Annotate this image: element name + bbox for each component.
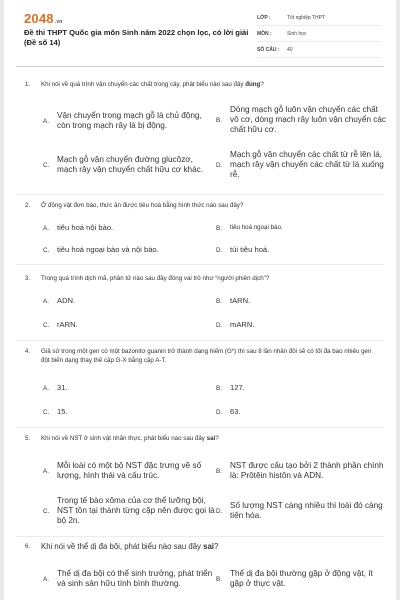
option-text: Vận chuyển trong mạch gỗ là chủ động, còn trong mạch rây là bị động. <box>57 111 202 130</box>
option-letter: B. <box>216 224 222 232</box>
meta-row-subject <box>257 26 381 42</box>
option-text: 63. <box>230 407 241 417</box>
option-text: Dòng mạch gỗ luôn vận chuyển các chất vô cơ, dòng mạch rây luôn vận chuyển các chất hữu cơ. <box>230 105 387 134</box>
option-letter: A. <box>43 467 49 475</box>
option-letter: B. <box>216 575 222 583</box>
option-a[interactable] <box>43 455 215 487</box>
option-letter: A. <box>43 117 49 125</box>
option-letter: D. <box>216 321 223 329</box>
meta-value: Sinh học <box>287 30 307 37</box>
option-c[interactable] <box>43 244 215 256</box>
option-letter: C. <box>43 321 50 329</box>
meta-label: LỚP : <box>257 14 271 21</box>
meta-label: MÔN : <box>257 30 272 37</box>
option-d[interactable] <box>216 496 386 526</box>
worksheet-page <box>4 0 396 600</box>
option-c[interactable] <box>43 406 215 418</box>
question-number: 5. <box>25 436 31 442</box>
option-b[interactable] <box>216 455 386 487</box>
option-text: ADN. <box>57 296 76 306</box>
option-b[interactable] <box>216 382 386 394</box>
option-text: Thể dị đa bội thường gặp ở động vật, ít gặp ở thực vật. <box>230 569 373 588</box>
question-number: 3. <box>25 276 31 282</box>
option-b[interactable] <box>216 295 386 307</box>
question-text: Khi nói về quá trình vận chuyển các chất trong cây, phát biểu nào sau đây đúng? <box>41 81 264 88</box>
option-text: Số lượng NST càng nhiều thì loài đó càng tiến hóa. <box>230 501 383 520</box>
option-text: tiêu hoá ngoại bào và nội bào. <box>57 245 159 255</box>
option-letter: B. <box>216 116 222 124</box>
meta-row-class <box>257 10 381 26</box>
option-text: tiêu hoá ngoại bào. <box>230 224 283 231</box>
option-b[interactable] <box>216 222 386 234</box>
option-letter: A. <box>43 575 49 583</box>
option-text: tiêu hoá nội bào. <box>57 223 114 233</box>
question-text: Trong quá trình dịch mã, phân tử nào sau đây đóng vai trò như “người phiên dịch”? <box>41 275 270 282</box>
option-letter: B. <box>216 384 222 392</box>
option-text: Mỗi loài có một bộ NST đặc trưng về số lượng, hình thái và cấu trúc. <box>57 461 202 480</box>
question-text: Khi nói về NST ở sinh vật nhân thực, phát biểu nào sau đây sai? <box>41 435 219 442</box>
option-letter: D. <box>216 408 223 416</box>
option-text: 31. <box>57 383 68 393</box>
option-d[interactable] <box>216 319 386 331</box>
option-letter: B. <box>216 467 222 475</box>
question-number: 1. <box>25 82 31 88</box>
option-a[interactable] <box>43 382 215 394</box>
option-c[interactable] <box>43 145 215 185</box>
meta-value: Tốt nghiệp THPT <box>287 14 325 21</box>
option-text: Mạch gỗ vận chuyển các chất từ rễ lên lá, mạch rây vận chuyển các chất từ lá xuống rễ. <box>230 150 384 179</box>
option-b[interactable] <box>216 565 386 593</box>
option-letter: C. <box>43 507 50 515</box>
meta-table <box>257 10 381 58</box>
question-number: 4. <box>25 349 31 355</box>
worksheet-header <box>4 0 396 62</box>
meta-row-count <box>257 42 381 58</box>
option-a[interactable] <box>43 222 215 234</box>
option-letter: C. <box>43 246 50 254</box>
option-text: rARN. <box>57 320 78 330</box>
option-letter: A. <box>43 297 49 305</box>
option-text: Trong tế bào xôma của cơ thể lưỡng bội, NST tồn tại thành từng cặp nên được gọi là bộ 2n. <box>57 496 215 525</box>
question-divider <box>16 264 384 265</box>
option-letter: D. <box>216 246 223 254</box>
option-a[interactable] <box>43 562 215 596</box>
option-a[interactable] <box>43 295 215 307</box>
option-letter: A. <box>43 224 49 232</box>
option-text: mARN. <box>230 320 255 330</box>
question-divider <box>16 427 384 428</box>
option-letter: D. <box>216 507 223 515</box>
page-title: Đề thi THPT Quốc gia môn Sinh năm 2022 chọn lọc, có lời giải (Đề số 14) <box>24 28 249 47</box>
option-text: tARN. <box>230 296 251 306</box>
question-divider <box>16 536 384 537</box>
option-letter: A. <box>43 384 49 392</box>
option-letter: B. <box>216 297 222 305</box>
question-number: 6. <box>25 544 31 550</box>
option-text: NST được cấu tạo bởi 2 thành phần chính là: Prôtêin histôn và ADN. <box>230 461 384 480</box>
option-text: Thể dị đa bội có thể sinh trưởng, phát triển và sinh sản hữu tính bình thường. <box>57 569 213 588</box>
option-d[interactable] <box>216 145 386 185</box>
option-letter: C. <box>43 161 50 169</box>
option-d[interactable] <box>216 244 386 256</box>
header-divider <box>16 66 384 67</box>
question-divider <box>16 340 384 341</box>
option-text: túi tiêu hoá. <box>230 245 270 255</box>
meta-value: 40 <box>287 46 293 53</box>
option-letter: D. <box>216 161 223 169</box>
option-text: 15. <box>57 407 68 417</box>
meta-label: SỐ CÂU : <box>257 46 280 53</box>
question-divider <box>16 194 384 195</box>
option-c[interactable] <box>43 319 215 331</box>
question-number: 2. <box>25 203 31 209</box>
option-d[interactable] <box>216 406 386 418</box>
option-text: Mạch gỗ vận chuyển đường glucôzơ, mạch rây vận chuyển chất hữu cơ khác. <box>57 155 204 174</box>
option-text: 127. <box>230 383 245 393</box>
question-text: Giả sử trong một gen có một bazonitơ guanin trở thành dạng hiếm (G*) thì sau 8 lần nhân đôi sẽ có tối đa bao nhiêu gen đột biến dạng thay thế cặp G-X bằng cặp A-T. <box>41 348 372 364</box>
question-text: Khi nói về thể dị đa bội, phát biểu nào sau đây sai? <box>41 542 219 551</box>
option-c[interactable] <box>43 491 215 531</box>
option-letter: C. <box>43 408 50 416</box>
question-text: Ở động vật đơn bào, thức ăn được tiêu hoá bằng hình thức nào sau đây? <box>41 202 244 209</box>
option-a[interactable] <box>43 106 215 136</box>
site-logo[interactable]: 2048.vn <box>24 11 63 26</box>
option-b[interactable] <box>216 100 386 140</box>
